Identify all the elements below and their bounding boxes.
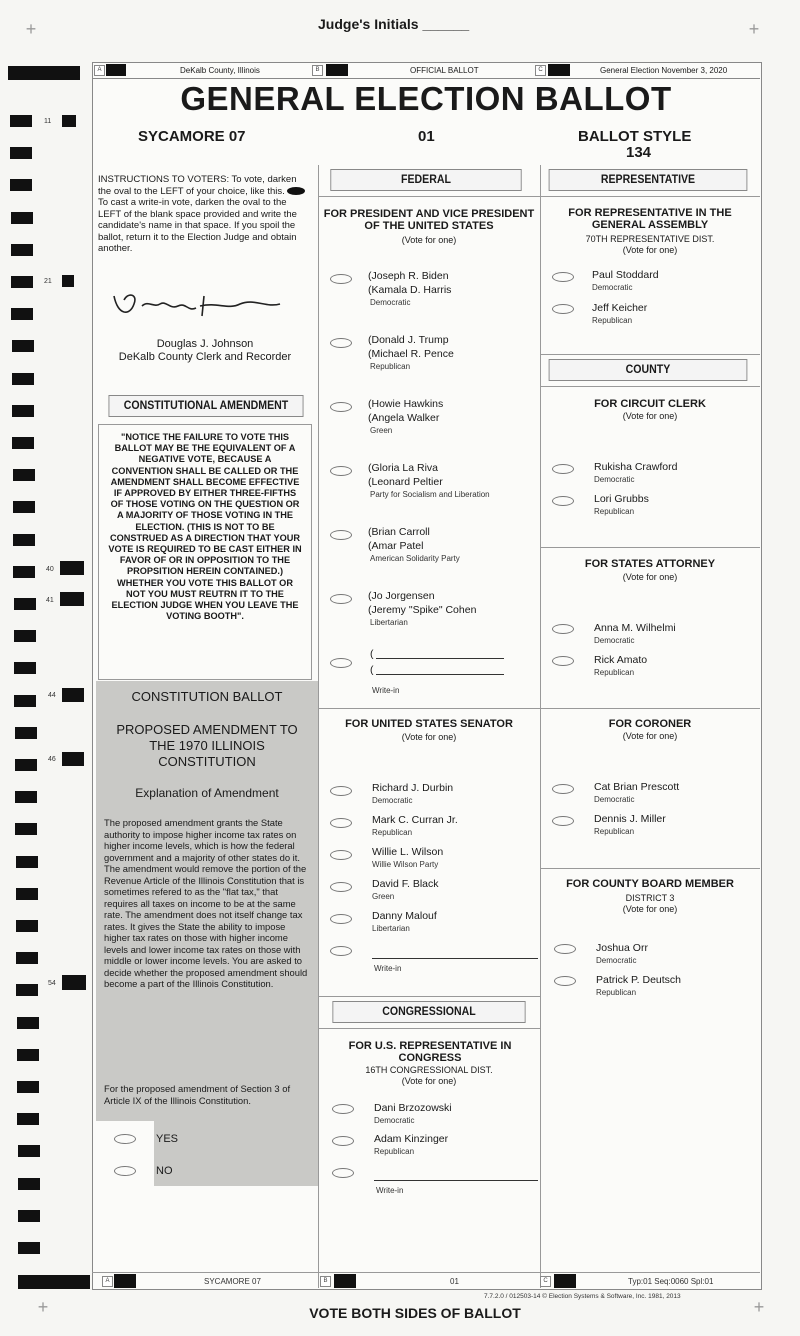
writein-paren: ( <box>370 664 374 676</box>
candidate-party: Democratic <box>594 636 635 645</box>
president-writein-line[interactable] <box>376 658 504 659</box>
candidate-party: Willie Wilson Party <box>372 860 439 869</box>
timing-mark <box>10 147 32 159</box>
president-candidate: (Joseph R. Biden <box>368 270 449 282</box>
states-attorney-oval[interactable] <box>552 624 574 634</box>
congress-oval[interactable] <box>332 1104 354 1114</box>
timing-mark <box>12 340 34 352</box>
congress-writein-line[interactable] <box>374 1180 538 1181</box>
registration-mark-top-right: + <box>748 19 760 39</box>
clerk-title: DeKalb County Clerk and Recorder <box>118 351 292 363</box>
candidate-party: Republican <box>374 1147 415 1156</box>
footer-divider <box>92 1272 760 1273</box>
header-mark-c <box>548 64 570 76</box>
registration-mark-bottom-right: + <box>753 1297 765 1317</box>
senator-writein-oval[interactable] <box>330 946 352 956</box>
timing-number: 40 <box>46 566 54 573</box>
vice-president-candidate: (Jeremy "Spike" Cohen <box>368 604 477 616</box>
precinct-name: SYCAMORE 07 <box>138 128 246 145</box>
senator-oval[interactable] <box>330 818 352 828</box>
timing-mark <box>17 1113 39 1125</box>
timing-mark <box>13 534 35 546</box>
vote-both-sides: VOTE BOTH SIDES OF BALLOT <box>309 1305 521 1321</box>
corner-letter-a: A <box>94 65 105 76</box>
yes-label: YES <box>156 1133 179 1145</box>
circuit-clerk-candidate: Rukisha Crawford <box>594 461 678 473</box>
county-board-oval[interactable] <box>554 976 576 986</box>
ballot-number: 01 <box>418 128 435 145</box>
no-oval[interactable] <box>114 1166 136 1176</box>
timing-mark <box>11 276 33 288</box>
timing-mark <box>12 437 34 449</box>
candidate-party: Republican <box>594 827 635 836</box>
amendment-notice-text: "NOTICE THE FAILURE TO VOTE THIS BALLOT MAY BE THE EQUIVALENT OF A NEGATIVE VOTE, BECAUSE A CONVENTION SHALL BE CALLED OR THE AMENDMENT SHALL BECOME EFFECTIVE IF APPROVED BY EITHER THREE-FIFTHS OF THOSE VOTING ON THE QUESTION OR A MAJORITY OF THOSE VOTING IN THE ELECTION. (THIS IS NOT TO BE CONSTRUED AS A DIRECTION THAT YOUR VOTE IS REQUIRED TO BE CAST EITHER IN FAVOR OF OR IN OPPOSITION TO THE PROPSITION HEREIN CONTAINED.) WHETHER YOU VOTE THIS BALLOT OR NOT YOU MUST REUTRN IT TO THE ELECTION JUDGE WHEN YOU LEAVE THE VOTING BOOTH". <box>108 432 302 622</box>
senator-writein-label: Write-in <box>374 964 402 973</box>
timing-mark <box>15 759 37 771</box>
federal-header: FEDERAL <box>330 169 521 191</box>
coroner-oval[interactable] <box>552 784 574 794</box>
vice-president-candidate: (Leonard Peltier <box>368 476 443 488</box>
timing-number: 41 <box>46 597 54 604</box>
representative-divider <box>540 196 760 197</box>
candidate-party: Republican <box>594 668 635 677</box>
writein-label: Write-in <box>372 686 400 695</box>
representative-district: 70TH REPRESENTATIVE DIST. <box>585 234 715 244</box>
representative-oval[interactable] <box>552 272 574 282</box>
senator-oval[interactable] <box>330 882 352 892</box>
timing-mark-top-bar <box>8 66 80 80</box>
circuit-clerk-oval[interactable] <box>552 496 574 506</box>
footer-mark-a <box>114 1274 136 1288</box>
candidate-party: Libertarian <box>372 924 410 933</box>
candidate-party: Republican <box>594 507 635 516</box>
federal-divider <box>318 196 540 197</box>
candidate-party: Republican <box>592 316 633 325</box>
constitutional-amendment-header: CONSTITUTIONAL AMENDMENT <box>108 395 303 417</box>
congress-district: 16TH CONGRESSIONAL DIST. <box>365 1065 493 1075</box>
timing-mark <box>17 1017 39 1029</box>
timing-mark <box>18 1210 40 1222</box>
representative-title: FOR REPRESENTATIVE IN THE GENERAL ASSEMBLY <box>568 207 732 231</box>
constitution-ballot-title: CONSTITUTION BALLOT <box>131 689 283 704</box>
timing-number: 21 <box>44 278 52 285</box>
candidate-party: Republican <box>372 828 413 837</box>
county-board-district: DISTRICT 3 <box>625 893 675 903</box>
registration-mark-bottom-left: + <box>37 1297 49 1317</box>
timing-pair-mark <box>62 975 86 990</box>
explanation-title: Explanation of Amendment <box>135 786 279 800</box>
clerk-signature <box>108 286 288 326</box>
states-attorney-candidate: Anna M. Wilhelmi <box>594 622 676 634</box>
ballot-style-label: BALLOT STYLE <box>578 128 692 145</box>
candidate-party: Democratic <box>592 283 633 292</box>
representative-candidate: Paul Stoddard <box>592 269 659 281</box>
candidate-party: Republican <box>370 362 411 371</box>
president-vote-for-one: (Vote for one) <box>401 235 457 245</box>
congress-title: FOR U.S. REPRESENTATIVE IN CONGRESS <box>348 1040 512 1064</box>
footer-sequence: Typ:01 Seq:0060 Spl:01 <box>628 1277 714 1286</box>
timing-pair-mark <box>62 275 74 287</box>
county-board-title: FOR COUNTY BOARD MEMBER <box>566 878 734 890</box>
senator-candidate: Mark C. Curran Jr. <box>372 814 458 826</box>
ballot-title: GENERAL ELECTION BALLOT <box>180 80 672 117</box>
candidate-party: Party for Socialism and Liberation <box>370 490 490 499</box>
footer-mark-b <box>334 1274 356 1288</box>
congressional-sub-divider <box>318 1028 540 1029</box>
coroner-oval[interactable] <box>552 816 574 826</box>
timing-mark <box>14 630 36 642</box>
senator-candidate: Willie L. Wilson <box>372 846 444 858</box>
president-oval[interactable] <box>330 338 352 348</box>
timing-mark <box>15 791 37 803</box>
header-mark-b <box>326 64 348 76</box>
candidate-party: Democratic <box>374 1116 415 1125</box>
president-writein-oval[interactable] <box>330 658 352 668</box>
president-oval[interactable] <box>330 274 352 284</box>
candidate-party: Democratic <box>370 298 411 307</box>
senator-oval[interactable] <box>330 850 352 860</box>
candidate-party: Republican <box>596 988 637 997</box>
example-filled-oval <box>287 187 305 195</box>
senator-writein-line[interactable] <box>372 958 538 959</box>
representative-header: REPRESENTATIVE <box>549 169 748 191</box>
no-label: NO <box>156 1165 173 1177</box>
official-ballot-label: OFFICIAL BALLOT <box>410 66 479 75</box>
congress-candidate: Adam Kinzinger <box>374 1133 449 1145</box>
candidate-party: Green <box>372 892 395 901</box>
county-board-oval[interactable] <box>554 944 576 954</box>
coroner-divider <box>540 708 760 709</box>
corner-letter-b: B <box>312 65 323 76</box>
coroner-candidate: Dennis J. Miller <box>594 813 666 825</box>
vice-president-candidate: (Amar Patel <box>368 540 424 552</box>
president-candidate: (Brian Carroll <box>368 526 430 538</box>
timing-mark <box>14 662 36 674</box>
timing-mark <box>15 823 37 835</box>
instructions-part-1: INSTRUCTIONS TO VOTERS: To vote, darken the oval to the LEFT of your choice, like this. <box>98 174 297 197</box>
timing-mark <box>12 405 34 417</box>
timing-pair-mark <box>60 561 84 575</box>
footer-mark-c <box>554 1274 576 1288</box>
timing-mark <box>18 1145 40 1157</box>
coroner-vote-for-one: (Vote for one) <box>622 731 678 741</box>
president-oval[interactable] <box>330 402 352 412</box>
clerk-name: Douglas J. Johnson <box>156 338 254 350</box>
president-candidate: (Gloria La Riva <box>368 462 439 474</box>
timing-pair-mark <box>62 115 76 127</box>
timing-mark <box>16 984 38 996</box>
county-name: DeKalb County, Illinois <box>180 66 260 75</box>
timing-pair-mark <box>62 752 84 766</box>
president-oval[interactable] <box>330 594 352 604</box>
states-attorney-candidate: Rick Amato <box>594 654 648 666</box>
president-candidate: (Howie Hawkins <box>368 398 444 410</box>
states-attorney-oval[interactable] <box>552 656 574 666</box>
footer-precinct: SYCAMORE 07 <box>204 1277 261 1286</box>
county-divider <box>540 354 760 355</box>
senator-candidate: David F. Black <box>372 878 439 890</box>
timing-number: 44 <box>48 692 56 699</box>
vice-president-writein-line[interactable] <box>376 674 504 675</box>
timing-mark <box>15 727 37 739</box>
ballot-style-number: 134 <box>626 144 652 161</box>
coroner-title: FOR CORONER <box>608 718 692 730</box>
congress-writein-oval[interactable] <box>332 1168 354 1178</box>
congress-candidate: Dani Brzozowski <box>374 1102 452 1114</box>
timing-mark <box>14 598 36 610</box>
congress-writein-label: Write-in <box>376 1186 404 1195</box>
timing-mark <box>12 373 34 385</box>
circuit-clerk-candidate: Lori Grubbs <box>594 493 649 505</box>
congressional-divider <box>318 996 540 997</box>
timing-pair-mark <box>62 688 84 702</box>
congress-vote-for-one: (Vote for one) <box>401 1076 457 1086</box>
coroner-candidate: Cat Brian Prescott <box>594 781 680 793</box>
county-board-candidate: Patrick P. Deutsch <box>596 974 682 986</box>
candidate-party: Democratic <box>596 956 637 965</box>
president-oval[interactable] <box>330 530 352 540</box>
registration-mark-top-left: + <box>25 19 37 39</box>
senator-title: FOR UNITED STATES SENATOR <box>345 718 513 730</box>
county-board-divider <box>540 868 760 869</box>
timing-mark <box>17 1049 39 1061</box>
senator-oval[interactable] <box>330 786 352 796</box>
timing-mark <box>18 1242 40 1254</box>
states-attorney-vote-for-one: (Vote for one) <box>622 572 678 582</box>
writein-paren: ( <box>370 648 374 660</box>
footer-letter-b: B <box>320 1276 331 1287</box>
senator-divider <box>318 708 540 709</box>
candidate-party: Democratic <box>594 475 635 484</box>
instructions-text <box>98 174 310 255</box>
instructions-part-2: To cast a write-in vote, darken the oval to the LEFT of the blank space provided and write the candidate's name in that space. If you spoil the ballot, return it to the Election Judge and obtain another. <box>98 197 297 254</box>
senator-oval[interactable] <box>330 914 352 924</box>
explanation-text: The proposed amendment grants the State authority to impose higher income tax rates on higher income levels, which is how the federal government and a majority of other states do it. The amendment would remove the portion of the Revenue Article of the Illinois Constitution that is sometimes refered to as the "flat tax," that requires all taxes on income to be at the same rate. The amendment does not itself change tax rates. It gives the State the ability to impose higher tax rates on those with higher income levels and lower income tax rates on those with middle or lower income levels. You are asked to decide whether the proposed amendment should become a part of the Illinois Constitution. <box>104 817 308 989</box>
judge-initials: Judge's Initials ______ <box>318 16 470 32</box>
timing-mark <box>11 212 33 224</box>
senator-candidate: Danny Malouf <box>372 910 437 922</box>
circuit-clerk-title: FOR CIRCUIT CLERK <box>594 398 706 410</box>
timing-mark <box>13 469 35 481</box>
senator-candidate: Richard J. Durbin <box>372 782 454 794</box>
county-sub-divider <box>540 386 760 387</box>
timing-mark <box>16 952 38 964</box>
representative-candidate: Jeff Keicher <box>592 302 648 314</box>
vice-president-candidate: (Kamala D. Harris <box>368 284 452 296</box>
candidate-party: Democratic <box>594 795 635 804</box>
county-header: COUNTY <box>549 359 748 381</box>
president-candidate: (Donald J. Trump <box>368 334 449 346</box>
timing-mark <box>10 179 32 191</box>
president-oval[interactable] <box>330 466 352 476</box>
election-date: General Election November 3, 2020 <box>600 66 728 75</box>
timing-mark <box>16 856 38 868</box>
timing-number: 54 <box>48 980 56 987</box>
president-title: FOR PRESIDENT AND VICE PRESIDENT OF THE UNITED STATES <box>323 208 535 232</box>
candidate-party: Democratic <box>372 796 413 805</box>
footer-letter-a: A <box>102 1276 113 1287</box>
states-attorney-title: FOR STATES ATTORNEY <box>584 558 716 570</box>
timing-mark <box>11 244 33 256</box>
constitution-vote-shading <box>154 1121 318 1186</box>
vice-president-candidate: (Michael R. Pence <box>368 348 454 360</box>
footer-letter-c: C <box>540 1276 551 1287</box>
county-board-candidate: Joshua Orr <box>596 942 648 954</box>
timing-number: 46 <box>48 756 56 763</box>
circuit-clerk-vote-for-one: (Vote for one) <box>622 411 678 421</box>
timing-mark <box>16 920 38 932</box>
footer-number: 01 <box>450 1277 459 1286</box>
timing-mark-bottom-bar <box>18 1275 90 1289</box>
states-attorney-divider <box>540 547 760 548</box>
county-board-vote-for-one: (Vote for one) <box>622 904 678 914</box>
timing-mark <box>13 501 35 513</box>
proposed-amendment-title: PROPOSED AMENDMENT TO THE 1970 ILLINOIS CONSTITUTION <box>116 722 298 769</box>
timing-mark <box>11 308 33 320</box>
timing-mark <box>13 566 35 578</box>
footer-copyright: 7.7.2.0 / 012503-14 © Election Systems & Software, Inc. 1981, 2013 <box>484 1293 681 1300</box>
vice-president-candidate: (Angela Walker <box>368 412 440 424</box>
representative-vote-for-one: (Vote for one) <box>622 245 678 255</box>
timing-number: 11 <box>44 118 52 125</box>
candidate-party: American Solidarity Party <box>370 554 460 563</box>
header-mark-a <box>106 64 126 76</box>
amendment-question: For the proposed amendment of Section 3 of Article IX of the Illinois Constitution. <box>104 1083 291 1106</box>
timing-pair-mark <box>60 592 84 606</box>
timing-mark <box>14 695 36 707</box>
timing-mark <box>10 115 32 127</box>
senator-vote-for-one: (Vote for one) <box>401 732 457 742</box>
president-candidate: (Jo Jorgensen <box>368 590 435 602</box>
circuit-clerk-oval[interactable] <box>552 464 574 474</box>
timing-mark <box>16 888 38 900</box>
timing-mark <box>18 1178 40 1190</box>
yes-oval[interactable] <box>114 1134 136 1144</box>
congressional-header: CONGRESSIONAL <box>332 1001 525 1023</box>
candidate-party: Libertarian <box>370 618 408 627</box>
representative-oval[interactable] <box>552 304 574 314</box>
candidate-party: Green <box>370 426 393 435</box>
congress-oval[interactable] <box>332 1136 354 1146</box>
corner-letter-c: C <box>535 65 546 76</box>
timing-mark <box>17 1081 39 1093</box>
